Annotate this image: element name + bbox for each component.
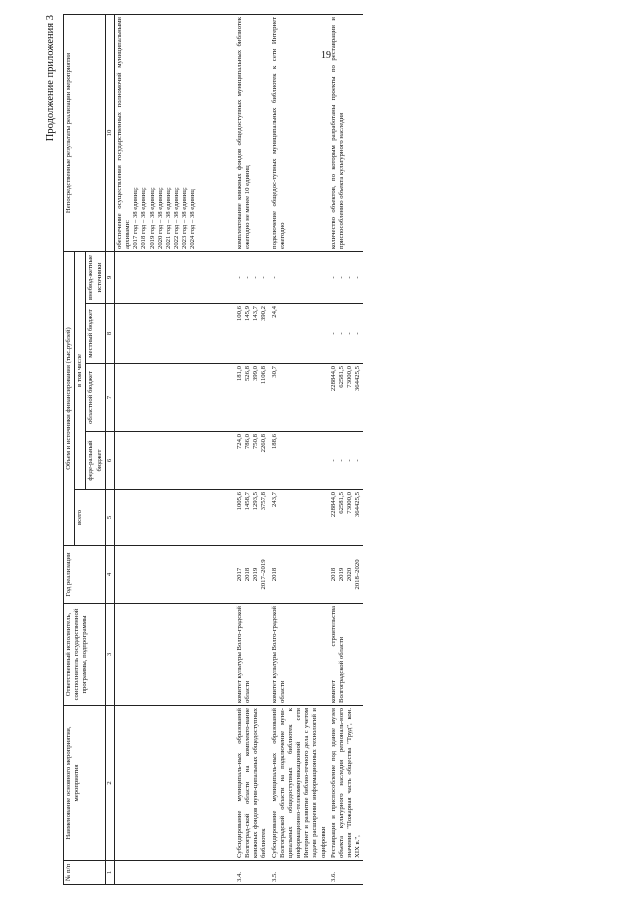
row-federal	[235, 432, 270, 490]
year-value: 2020	[346, 567, 354, 582]
offbudget-value: -	[329, 276, 337, 279]
header-year: Год реализации	[64, 546, 106, 604]
year-value: 2018	[270, 567, 278, 582]
local-value: 143,7	[252, 306, 260, 322]
row-offbudget	[235, 252, 270, 304]
total-value: 73000,0	[346, 492, 354, 514]
header-federal: феде-ральный бюджет	[86, 432, 105, 490]
year-value: 2019	[252, 567, 260, 582]
offbudget-value: -	[260, 276, 268, 279]
header-total: всего	[75, 490, 106, 546]
row-offbudget	[329, 252, 364, 304]
row-local	[329, 304, 364, 364]
table-row-continuation	[114, 15, 235, 885]
header-incl: в том числе	[75, 252, 86, 490]
table-row	[270, 15, 329, 885]
row-regional	[270, 364, 329, 432]
table-row	[235, 15, 270, 885]
offbudget-value: -	[244, 276, 252, 279]
header-funding: Объем и источники финансирования (тыс.рублей)	[64, 252, 75, 546]
regional-value: 73000,0	[346, 366, 354, 388]
offbudget-value: -	[354, 276, 362, 279]
appendix-caption: Продолжение приложения 3	[45, 15, 56, 142]
offbudget-value: -	[337, 276, 345, 279]
local-value: 145,9	[244, 306, 252, 322]
offbudget-value: -	[235, 276, 243, 279]
header-results: Непосредственные результаты реализации мероприятия	[64, 15, 106, 252]
federal-value: 724,0	[235, 434, 243, 450]
regional-value: 228844,0	[329, 366, 337, 392]
index-row	[105, 15, 114, 885]
row-local	[270, 304, 329, 364]
total-value: 1005,6	[235, 492, 243, 511]
table-row	[329, 15, 364, 885]
federal-value: 786,0	[244, 434, 252, 450]
index-cell: 7	[105, 364, 114, 432]
total-value: 62581,5	[337, 492, 345, 514]
total-value: 228844,0	[329, 492, 337, 518]
funding-table	[63, 14, 363, 885]
page-number: 19	[321, 50, 331, 61]
regional-value: 526,8	[244, 366, 252, 382]
row-years	[235, 546, 270, 604]
header-offbudget: внебюд-жетные источники	[86, 252, 105, 304]
local-value: -	[329, 332, 337, 335]
offbudget-value: -	[270, 276, 278, 279]
header-local: местный бюджет	[86, 304, 105, 364]
row-num: 3.6.	[329, 861, 364, 885]
row-executor: комитет культуры Волго-градской области	[235, 604, 270, 706]
year-value: 2019	[337, 567, 345, 582]
row-total	[270, 490, 329, 546]
index-cell: 8	[105, 304, 114, 364]
row-executor: комитет культуры Волго-градской области	[270, 604, 329, 706]
index-cell: 1	[105, 861, 114, 885]
row-total	[235, 490, 270, 546]
local-value: -	[337, 332, 345, 335]
rotated-page-content	[45, 15, 605, 885]
year-value: 2018	[329, 567, 337, 582]
header-num: № п/п	[64, 861, 106, 885]
federal-value: 188,6	[270, 434, 278, 450]
index-cell: 4	[105, 546, 114, 604]
federal-value: 2260,8	[260, 434, 268, 453]
federal-value: 750,8	[252, 434, 260, 450]
total-value: 1458,7	[244, 492, 252, 511]
total-value: 3757,8	[260, 492, 268, 511]
local-value: 390,2	[260, 306, 268, 322]
regional-value: 399,0	[252, 366, 260, 382]
local-value: 24,4	[270, 306, 278, 318]
local-value: 100,6	[235, 306, 243, 322]
offbudget-value: -	[252, 276, 260, 279]
row-name: Субсидирование муниципаль-ных образований Волгоградской области на подключение муни-ципальных общедоступных библиотек к информационно-телекоммуникационной сети Интернет и развитие библио-течного дела с учетом задачи расширения информационных технологий и оцифровки	[270, 706, 329, 861]
header-executor: Ответственный исполнитель, соисполнитель государственной программы, подпрограммы	[64, 604, 106, 706]
row-result: подключение общедос-тупных муниципальных библиотек к сети Интернет ежегодно	[270, 15, 329, 252]
federal-value: -	[346, 459, 354, 462]
federal-value: -	[354, 459, 362, 462]
header-regional: областной бюджет	[86, 364, 105, 432]
index-cell: 3	[105, 604, 114, 706]
row-total	[329, 490, 364, 546]
total-value: 1293,5	[252, 492, 260, 511]
regional-value: 62581,5	[337, 366, 345, 388]
row-executor: комитет строительства Волгоградской области	[329, 604, 364, 706]
row-offbudget	[270, 252, 329, 304]
federal-value: -	[337, 459, 345, 462]
federal-value: -	[329, 459, 337, 462]
row-name: Реставрация и приспособление под здание музея объекта культурного наследия региональ-ного значения "Пожарная часть общества "Труд", кон. XIX в.",	[329, 706, 364, 861]
row-local	[235, 304, 270, 364]
row-num: 3.5.	[270, 861, 329, 885]
regional-value: 181,0	[235, 366, 243, 382]
year-value: 2018–2020	[354, 559, 362, 590]
row-federal	[270, 432, 329, 490]
regional-value: 364425,5	[354, 366, 362, 392]
row-name: Субсидирование муниципаль-ных образований Волгоград-ской области на комплекто-вание книжных фондов муни-ципальных общедоступных библиотек	[235, 706, 270, 861]
row-regional	[235, 364, 270, 432]
index-cell: 5	[105, 490, 114, 546]
regional-value: 1106,8	[260, 366, 268, 385]
row-result: комплектование книжных фондов общедоступных муниципальных библиотек ежегодно не менее 10 единиц	[235, 15, 270, 252]
row-result: количество объектов, по которым разработаны проекты по реставрации и приспособлению объекта культурного наследия	[329, 15, 364, 252]
year-value: 2018	[244, 567, 252, 582]
total-value: 364425,5	[354, 492, 362, 518]
index-cell: 2	[105, 706, 114, 861]
index-cell: 9	[105, 252, 114, 304]
row-regional	[329, 364, 364, 432]
index-cell: 6	[105, 432, 114, 490]
row-federal	[329, 432, 364, 490]
result-continuation: обеспечение осуществления государственных полномочий муниципальными архивами: 2017 год – 38 единиц; 2018 год – 38 единиц; 2019 год – 38 единиц; 2020 год – 38 единиц; 2021 год – 38 единиц; 2022 год – 38 единиц; 2023 год – 38 единиц; 2024 год – 38 единиц	[114, 15, 235, 252]
row-years	[270, 546, 329, 604]
offbudget-value: -	[346, 276, 354, 279]
local-value: -	[354, 332, 362, 335]
local-value: -	[346, 332, 354, 335]
index-cell: 10	[105, 15, 114, 252]
total-value: 243,7	[270, 492, 278, 508]
header-name: Наименование основного мероприятия, мероприятия	[64, 706, 106, 861]
row-num: 3.4.	[235, 861, 270, 885]
year-value: 2017	[235, 567, 243, 582]
row-years	[329, 546, 364, 604]
year-value: 2017–2019	[260, 559, 268, 590]
regional-value: 30,7	[270, 366, 278, 378]
